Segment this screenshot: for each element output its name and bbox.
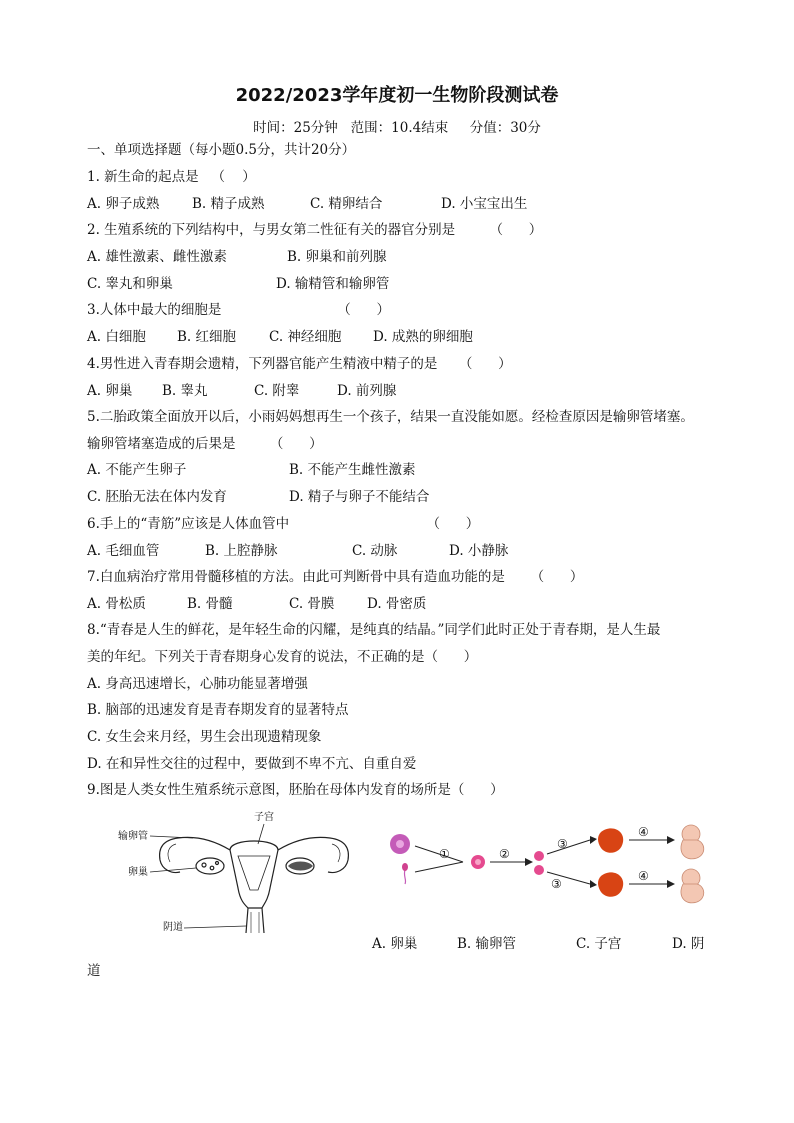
q1-option-b: B. 精子成熟 — [192, 196, 265, 212]
q6-option-c: C. 动脉 — [352, 543, 398, 559]
q6-option-d: D. 小静脉 — [449, 543, 509, 559]
step-4-label-top: ④ — [638, 825, 649, 839]
q3-option-c: C. 神经细胞 — [269, 329, 342, 345]
q9-option-c: C. 子宫 — [576, 936, 622, 952]
q9-option-b: B. 输卵管 — [457, 936, 517, 952]
q2-option-d: D. 输精管和输卵管 — [276, 276, 390, 292]
q5-option-a: A. 不能产生卵子 — [87, 462, 187, 478]
step-3-label-top: ③ — [557, 837, 568, 851]
step-2-label: ② — [499, 847, 510, 861]
q1-option-a: A. 卵子成熟 — [87, 196, 160, 212]
question-1-stem: 1. 新生命的起点是 （ ） — [87, 169, 256, 185]
q8-option-d: D. 在和异性交往的过程中，要做到不卑不亢、自重自爱 — [87, 756, 417, 772]
q7-option-b: B. 骨髓 — [187, 596, 233, 612]
q7-option-c: C. 骨膜 — [289, 596, 335, 612]
q9-option-a: A. 卵巢 — [372, 936, 418, 952]
q7-option-d: D. 骨密质 — [367, 596, 427, 612]
reproductive-system-figure — [118, 808, 368, 938]
q2-option-c: C. 睾丸和卵巢 — [87, 276, 173, 292]
step-3-label-bottom: ③ — [551, 877, 562, 891]
step-4-label-bottom: ④ — [638, 869, 649, 883]
question-5-stem-line1: 5.二胎政策全面放开以后，小雨妈妈想再生一个孩子，结果一直没能如愿。经检查原因是输卵管堵塞。 — [87, 409, 694, 425]
exam-meta: 时间：25分钟 范围：10.4结束 分值：30分 — [253, 120, 541, 136]
question-6-stem: 6.手上的“青筋”应该是人体血管中 （ ） — [87, 516, 480, 532]
q2-option-b: B. 卵巢和前列腺 — [287, 249, 387, 265]
q1-option-d: D. 小宝宝出生 — [441, 196, 528, 212]
oviduct-label: 输卵管 — [118, 831, 148, 842]
q3-option-b: B. 红细胞 — [177, 329, 237, 345]
q5-option-b: B. 不能产生雌性激素 — [289, 462, 416, 478]
q3-option-d: D. 成熟的卵细胞 — [373, 329, 473, 345]
q5-option-d: D. 精子与卵子不能结合 — [289, 489, 430, 505]
question-9-stem: 9.图是人类女性生殖系统示意图，胚胎在母体内发育的场所是（ ） — [87, 782, 504, 798]
uterus-label: 子宫 — [254, 812, 274, 823]
q3-option-a: A. 白细胞 — [87, 329, 146, 345]
page-title: 2022/2023学年度初一生物阶段测试卷 — [235, 85, 559, 106]
q8-option-b: B. 脑部的迅速发育是青春期发育的显著特点 — [87, 702, 349, 718]
q7-option-a: A. 骨松质 — [87, 596, 146, 612]
question-5-stem-line2: 输卵管堵塞造成的后果是 （ ） — [87, 436, 323, 452]
q9-option-d-wrap: 道 — [87, 963, 101, 979]
question-8-stem-line2: 美的年纪。下列关于青春期身心发育的说法，不正确的是（ ） — [87, 649, 478, 665]
development-process-figure — [385, 822, 715, 914]
q8-option-c: C. 女生会来月经，男生会出现遗精现象 — [87, 729, 322, 745]
question-3-stem: 3.人体中最大的细胞是 （ ） — [87, 302, 390, 318]
q9-option-d: D. 阴 — [672, 936, 705, 952]
q6-option-b: B. 上腔静脉 — [205, 543, 278, 559]
q4-option-c: C. 附睾 — [254, 383, 300, 399]
q6-option-a: A. 毛细血管 — [87, 543, 160, 559]
q8-option-a: A. 身高迅速增长，心肺功能显著增强 — [87, 676, 308, 692]
ovary-label: 卵巢 — [128, 867, 148, 878]
question-8-stem-line1: 8.“青春是人生的鲜花，是年轻生命的闪耀，是纯真的结晶。”同学们此时正处于青春期，是人生最 — [87, 622, 661, 638]
question-7-stem: 7.白血病治疗常用骨髓移植的方法。由此可判断骨中具有造血功能的是 （ ） — [87, 569, 584, 585]
question-4-stem: 4.男性进入青春期会遗精，下列器官能产生精液中精子的是 （ ） — [87, 356, 512, 372]
q1-option-c: C. 精卵结合 — [310, 196, 383, 212]
vagina-label: 阴道 — [163, 922, 183, 933]
q2-option-a: A. 雄性激素、雌性激素 — [87, 249, 227, 265]
q4-option-d: D. 前列腺 — [337, 383, 397, 399]
section-heading: 一、单项选择题（每小题0.5分，共计20分） — [87, 142, 356, 158]
question-2-stem: 2. 生殖系统的下列结构中，与男女第二性征有关的器官分别是 （ ） — [87, 222, 543, 238]
q4-option-a: A. 卵巢 — [87, 383, 133, 399]
step-1-label: ① — [439, 847, 450, 861]
q4-option-b: B. 睾丸 — [162, 383, 208, 399]
q5-option-c: C. 胚胎无法在体内发育 — [87, 489, 227, 505]
